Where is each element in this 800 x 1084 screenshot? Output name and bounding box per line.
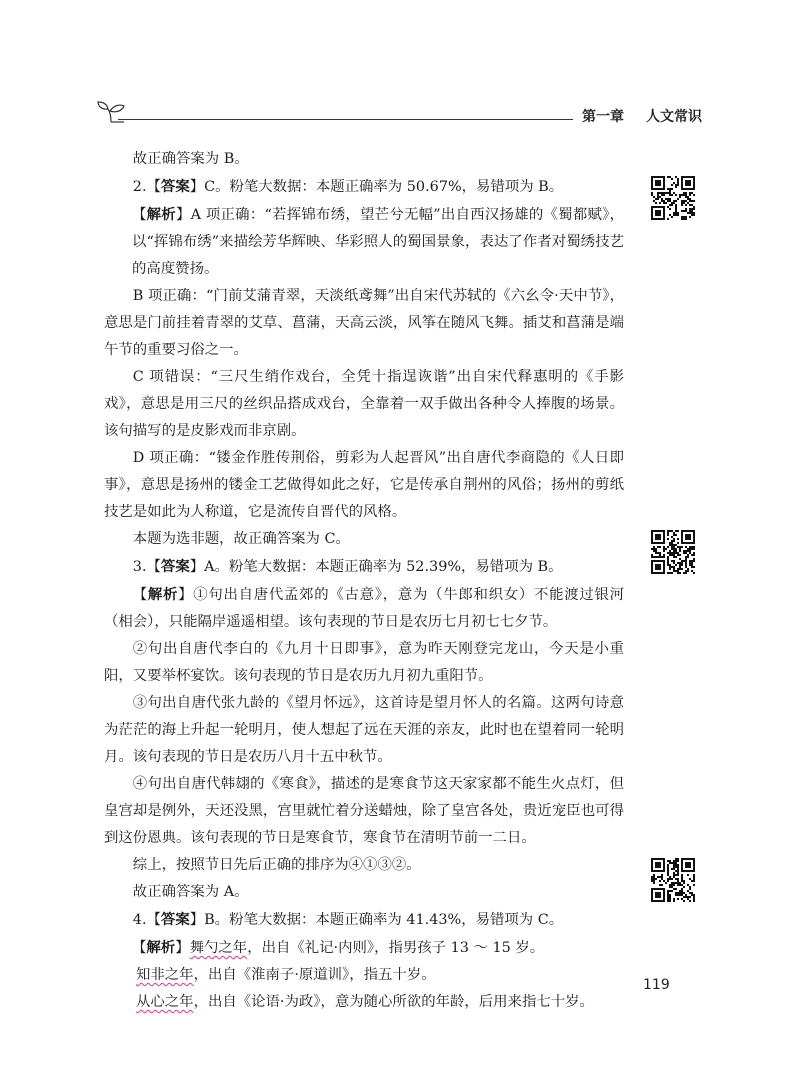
analysis-q4-term-2: 知非之年，出自《淮南子·原道训》，指五十岁。 — [136, 967, 436, 983]
header-rule — [118, 119, 573, 120]
term-congxin: 从心之年 — [136, 994, 194, 1010]
answer-line-q4: 4.【答案】B。粉笔大数据：本题正确率为 41.43%，易错项为 C。 — [132, 911, 564, 928]
term-zhifei: 知非之年 — [136, 967, 194, 983]
analysis-q3-item-2: ②句出自唐代李白的《九月十日即事》，意为昨天刚登完龙山，今天是小重阳，又要举杯宴饮。该句表现的节日是农历九月初九重阳节。 — [104, 641, 624, 684]
analysis-q2-option-c: C 项错误：“三尺生绡作戏台，全凭十指逞诙谐”出自宋代释惠明的《手影戏》，意思是用三尺的丝织品搭成戏台，全靠着一双手做出各种令人捧腹的场景。该句描写的是皮影戏而非京剧。 — [104, 369, 624, 439]
term-wushao: 舞勺之年 — [189, 940, 248, 956]
answer-label: 答案 — [160, 178, 190, 195]
analysis-q4: 【解析】舞勺之年，出自《礼记·内则》，指男孩子 13 ～ 15 岁。 — [132, 939, 545, 956]
analysis-q3-item-4: ④句出自唐代韩翃的《寒食》，描述的是寒食节这天家家都不能生火点灯，但皇宫却是例外，天还没黑，宫里就忙着分送蜡烛，除了皇宫各处，贵近宠臣也可得到这份恩典。该句表现的节日是寒食节，寒食节在清明节前一二日。 — [104, 776, 624, 846]
answer-line-q3: 3.【答案】A。粉笔大数据：本题正确率为 52.39%，易错项为 B。 — [132, 558, 563, 575]
analysis-label: 解析 — [146, 939, 176, 956]
analysis-q3-summary: 综上，按照节日先后正确的排序为④①③②。 — [132, 857, 421, 873]
qr-code-icon[interactable] — [651, 858, 695, 902]
analysis-label: 解析 — [147, 586, 179, 603]
answer-explanation-body — [104, 146, 624, 1016]
analysis-q2-option-b: B 项正确：“门前艾蒲青翠，天淡纸鸢舞”出自宋代苏轼的《六幺令·天中节》，意思是门前挂着青翠的艾草、菖蒲，天高云淡，风筝在随风飞舞。插艾和菖蒲是端午节的重要习俗之一。 — [104, 288, 624, 358]
analysis-q3-item-3: ③句出自唐代张九龄的《望月怀远》，这首诗是望月怀人的名篇。这两句诗意为茫茫的海上升起一轮明月，使人想起了远在天涯的亲友，此时也在望着同一轮明月。该句表现的节日是农历八月十五中秋节。 — [104, 695, 624, 765]
chapter-title: 人文常识 — [646, 109, 702, 125]
chapter-number: 第一章 — [582, 109, 624, 125]
paragraph-conclusion-1: 故正确答案为 B。 — [132, 151, 249, 167]
analysis-q2-option-d: D 项正确：“镂金作胜传荆俗，剪彩为人起晋风”出自唐代李商隐的《人日即事》，意思是扬州的镂金工艺做得如此之好，它是传承自荆州的风俗；扬州的剪纸技艺是如此为人称道，它是流传自晋代的风格。 — [104, 450, 624, 520]
chapter-heading — [582, 106, 702, 126]
qr-code-icon[interactable] — [651, 530, 695, 574]
analysis-q4-term-3: 从心之年，出自《论语·为政》，意为随心所欲的年龄，后用来指七十岁。 — [136, 994, 594, 1010]
page-number: 119 — [643, 977, 670, 993]
qr-code-icon[interactable] — [651, 176, 695, 220]
leaf-sprout-icon — [96, 100, 126, 124]
answer-line-q2: 2.【答案】C。粉笔大数据：本题正确率为 50.67%，易错项为 B。 — [132, 178, 564, 195]
paragraph-conclusion-2: 本题为选非题，故正确答案为 C。 — [132, 531, 350, 547]
answer-label: 答案 — [160, 558, 190, 575]
analysis-q2: 【解析】A 项正确：“若挥锦布绣，望芒兮无幅”出自西汉扬雄的《蜀都赋》，以“挥锦布绣”来描绘芳华辉映、华彩照人的蜀国景象，表达了作者对蜀绣技艺的高度赞扬。 — [132, 206, 624, 277]
answer-label: 答案 — [160, 911, 190, 928]
analysis-label: 解析 — [146, 206, 176, 223]
analysis-q3: 【解析】①句出自唐代孟郊的《古意》，意为（牛郎和织女）不能渡过银河（相会），只能隔岸遥遥相望。该句表现的节日是农历七月初七七夕节。 — [104, 586, 624, 630]
paragraph-conclusion-3: 故正确答案为 A。 — [132, 884, 249, 900]
